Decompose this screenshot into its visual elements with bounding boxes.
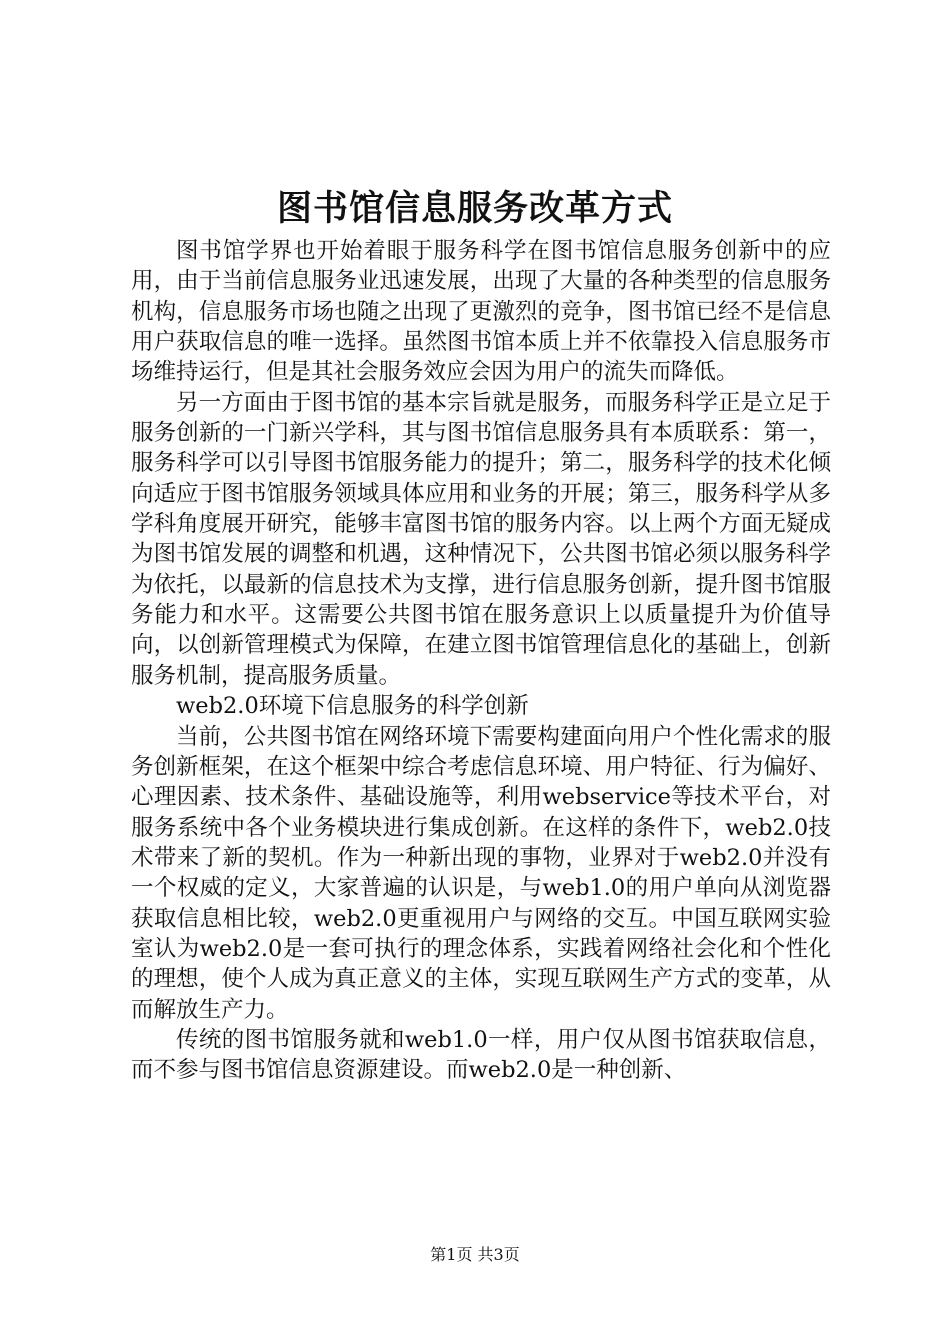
page-footer: 第1页 共3页: [430, 1245, 520, 1264]
paragraph-2: 另一方面由于图书馆的基本宗旨就是服务，而服务科学正是立足于服务创新的一门新兴学科，其与图书馆信息服务具有本质联系：第一，服务科学可以引导图书馆服务能力的提升；第二，服务科学的技术化倾向适应于图书馆服务领域具体应用和业务的开展；第三，服务科学从多学科角度展开研究，能够丰富图书馆的服务内容。以上两个方面无疑成为图书馆发展的调整和机遇，这种情况下，公共图书馆必须以服务科学为依托，以最新的信息技术为支撑，进行信息服务创新，提升图书馆服务能力和水平。这需要公共图书馆在服务意识上以质量提升为价值导向，以创新管理模式为保障，在建立图书馆管理信息化的基础上，创新服务机制，提高服务质量。: [131, 389, 831, 689]
paragraph-3: 当前，公共图书馆在网络环境下需要构建面向用户个性化需求的服务创新框架，在这个框架中综合考虑信息环境、用户特征、行为偏好、心理因素、技术条件、基础设施等，利用webservice等技术平台，对服务系统中各个业务模块进行集成创新。在这样的条件下，web2.0技术带来了新的契机。作为一种新出现的事物，业界对于web2.0并没有一个权威的定义，大家普遍的认识是，与web1.0的用户单向从浏览器获取信息相比较，web2.0更重视用户与网络的交互。中国互联网实验室认为web2.0是一套可执行的理念体系，实践着网络社会化和个性化的理想，使个人成为真正意义的主体，实现互联网生产方式的变革，从而解放生产力。: [131, 723, 831, 1023]
paragraph-4: 传统的图书馆服务就和web1.0一样，用户仅从图书馆获取信息，而不参与图书馆信息资源建设。而web2.0是一种创新、: [131, 1026, 831, 1084]
section-heading: web2.0环境下信息服务的科学创新: [176, 693, 529, 720]
page-title: 图书馆信息服务改革方式: [276, 189, 673, 229]
paragraph-1: 图书馆学界也开始着眼于服务科学在图书馆信息服务创新中的应用，由于当前信息服务业迅速发展，出现了大量的各种类型的信息服务机构，信息服务市场也随之出现了更激烈的竞争，图书馆已经不是信息用户获取信息的唯一选择。虽然图书馆本质上并不依靠投入信息服务市场维持运行，但是其社会服务效应会因为用户的流失而降低。: [131, 238, 831, 386]
document-body: [131, 236, 831, 1086]
